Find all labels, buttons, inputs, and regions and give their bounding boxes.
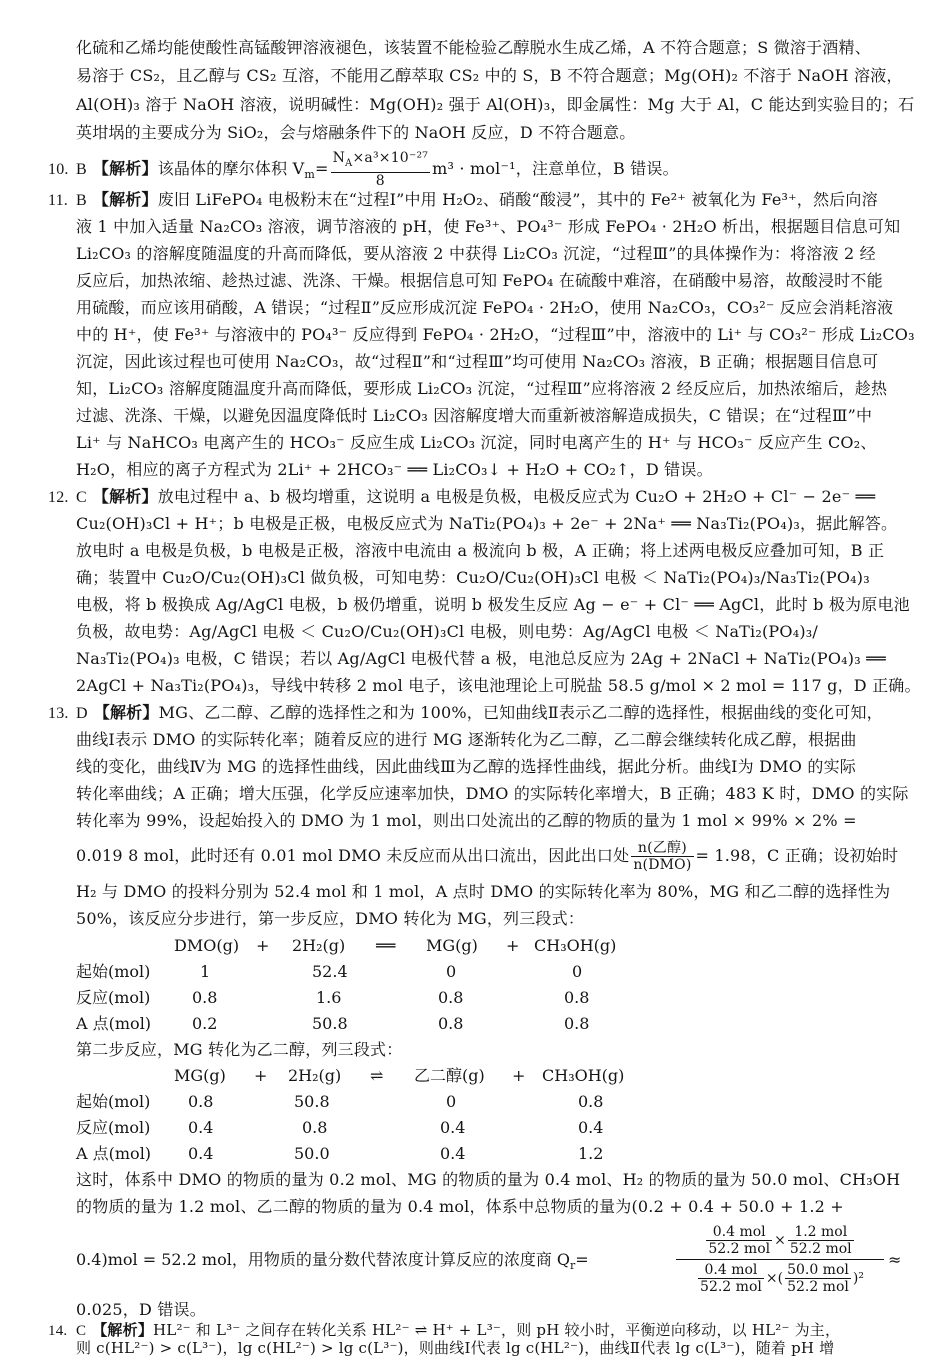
q13-analysis-tag: 【解析】: [93, 703, 159, 722]
q13-qr-top-a-num: 0.4 mol: [706, 1224, 772, 1241]
q13-qr-bot-a-den: 52.2 mol: [700, 1279, 762, 1295]
q13-step2: 第二步反应，MG 转化为乙二醇，列三段式：: [76, 1040, 403, 1059]
table2-cell: 0.8: [188, 1092, 214, 1111]
q13-qr-bot-a-num: 0.4 mol: [698, 1262, 764, 1279]
q13-answer: D: [76, 705, 88, 722]
q12-line-8: 2AgCl + Na₃Ti₂(PO₄)₃，导线中转移 2 mol 电子，该电池理论上可脱盐 58.5 g/mol × 2 mol = 117 g，D 正确。: [76, 676, 921, 695]
table2-row-a: [76, 1142, 696, 1166]
q12-line-1: [48, 485, 910, 510]
q12-line-2: Cu₂(OH)₃Cl + H⁺；b 电极是正极，电极反应式为 NaTi₂(PO₄)₃ + 2e⁻ + 2Na⁺ ══ Na₃Ti₂(PO₄)₃，据此解答。: [76, 514, 898, 533]
q10-sub: m: [304, 168, 315, 182]
q11-answer: B: [76, 192, 87, 209]
table1-cell: 1.6: [316, 988, 342, 1007]
q13-result: 0.025，D 错误。: [76, 1300, 206, 1319]
q13-qr-line: [76, 1224, 910, 1296]
q13-qr-bot-close: )²: [852, 1270, 864, 1287]
table1-header: [76, 934, 696, 958]
q14-answer: C: [76, 1323, 87, 1339]
table2-row-start: [76, 1090, 696, 1114]
q11-number: 11.: [48, 192, 69, 209]
table1-row-a: [76, 1012, 696, 1036]
q12-line-6: 负极，故电势：Ag/AgCl 电极 ＜ Cu₂O/Cu₂(OH)₃Cl 电极，则电势：Ag/AgCl 电极 ＜ NaTi₂(PO₄)₃/: [76, 622, 818, 641]
table1-h-ch3oh: CH₃OH(g): [534, 936, 617, 955]
q14-line-2: 则 c(HL²⁻) > c(L³⁻)，lg c(HL²⁻) > lg c(L³⁻)，则曲线Ⅰ代表 lg c(HL²⁻)，曲线Ⅱ代表 lg c(L³⁻)，随着 pH 增: [76, 1339, 835, 1357]
q9-text-line-4: 英坩埚的主要成分为 SiO₂，会与熔融条件下的 NaOH 反应，D 不符合题意。: [76, 123, 636, 142]
table2-cell: 0.8: [302, 1118, 328, 1137]
q13-qr-sub: r: [570, 1259, 576, 1273]
table2-h-plus2: +: [512, 1066, 526, 1085]
table1-row-label: 起始(mol): [76, 962, 151, 981]
q13-line-4: 转化率曲线；A 正确；增大压强，化学反应速率加快，DMO 的实际转化率增大，B 正确；483 K 时，DMO 的实际: [76, 784, 909, 803]
table1-cell: 50.8: [312, 1014, 348, 1033]
table1-h-eq: ══: [376, 936, 396, 955]
q11-analysis-tag: 【解析】: [92, 190, 158, 209]
table2-cell: 50.8: [294, 1092, 330, 1111]
table1-h-plus2: +: [506, 936, 520, 955]
q13-qr-pre: 0.4)mol = 52.2 mol，用物质的量分数代替浓度计算反应的浓度商 Q: [76, 1250, 571, 1269]
table2-cell: 0.4: [440, 1144, 466, 1163]
q11-line-4: 反应后，加热浓缩、趁热过滤、洗涤、干燥。根据信息可知 FePO₄ 在硫酸中难溶，在硝酸中易溶，故酸浸时不能: [76, 271, 883, 290]
table1-h-dmo: DMO(g): [174, 936, 240, 955]
q11-line-10: Li⁺ 与 NaHCO₃ 电离产生的 HCO₃⁻ 反应生成 Li₂CO₃ 沉淀，同时电离产生的 H⁺ 与 HCO₃⁻ 反应产生 CO₂、: [76, 433, 877, 452]
table1-cell: 1: [200, 962, 211, 981]
q12-line-4: 确；装置中 Cu₂O/Cu₂(OH)₃Cl 做负极，可知电势：Cu₂O/Cu₂(OH)₃Cl 电极 ＜ NaTi₂(PO₄)₃/Na₃Ti₂(PO₄)₃: [76, 568, 870, 587]
q13-qr-bot-b-num: 50.0 mol: [787, 1262, 849, 1278]
q13-line-2: 曲线Ⅰ表示 DMO 的实际转化率；随着反应的进行 MG 逐渐转化为乙二醇，乙二醇会继续转化成乙醇，根据曲: [76, 730, 857, 749]
table2-cell: 1.2: [578, 1144, 604, 1163]
q13-qr-eq: =: [575, 1250, 589, 1269]
q13-number: 13.: [48, 705, 69, 722]
q13-text-1: MG、乙二醇、乙醇的选择性之和为 100%，已知曲线Ⅱ表示乙二醇的选择性，根据曲线的变化可知，: [158, 703, 883, 722]
q13-qr-bot-b-den: 52.2 mol: [787, 1279, 849, 1295]
table1-row-react: [76, 986, 696, 1010]
q11-text-1: 废旧 LiFePO₄ 电极粉末在“过程Ⅰ”中用 H₂O₂、硝酸“酸浸”，其中的 Fe²⁺ 被氧化为 Fe³⁺，然后向溶: [157, 190, 878, 209]
q10-eq: =: [314, 158, 329, 178]
q9-text-line-1: 化硫和乙烯均能使酸性高锰酸钾溶液褪色，该装置不能检验乙醇脱水生成乙烯，A 不符合题意；S 微溶于酒精、: [76, 38, 871, 57]
q13-line-7: H₂ 与 DMO 的投料分别为 52.4 mol 和 1 mol，A 点时 DMO 的实际转化率为 80%，MG 和乙二醇的选择性为: [76, 882, 891, 901]
q13-line-8: 50%，该反应分步进行，第一步反应，DMO 转化为 MG，列三段式：: [76, 909, 585, 928]
q10-block: [48, 150, 910, 189]
table2-h-glycol: 乙二醇(g): [414, 1066, 485, 1085]
q13-ratio-fraction: [631, 840, 693, 873]
table2-cell: 50.0: [294, 1144, 330, 1163]
table2-cell: 0.4: [188, 1118, 214, 1137]
q13-qr-bot-b: [785, 1262, 851, 1295]
table1-cell: 0.8: [438, 1014, 464, 1033]
table1-h-mg: MG(g): [426, 936, 478, 955]
q14-text-1: HL²⁻ 和 L³⁻ 之间存在转化关系 HL²⁻ ⇌ H⁺ + L³⁻，则 pH 较小时，平衡逆向移动，以 HL²⁻ 为主，: [153, 1321, 841, 1339]
q13-qr-pre-wrap: [76, 1248, 589, 1278]
q10-number: 10.: [48, 160, 69, 178]
q10-answer: B: [76, 160, 87, 178]
table2-cell: 0.4: [440, 1118, 466, 1137]
table2-cell: 0: [446, 1092, 457, 1111]
q13-qr-bot-times: ×(: [765, 1270, 784, 1287]
q13-line-6: [76, 836, 910, 876]
q9-text-line-2: 易溶于 CS₂，且乙醇与 CS₂ 互溶，不能用乙醇萃取 CS₂ 中的 S，B 不符合题意；Mg(OH)₂ 不溶于 NaOH 溶液，: [76, 66, 903, 85]
q13-qr-top-times: ×: [774, 1232, 786, 1249]
table1-row-start: [76, 960, 696, 984]
table1-cell: 0.8: [564, 988, 590, 1007]
table1-cell: 0: [446, 962, 457, 981]
table2-header: [76, 1064, 696, 1088]
q13-qr-approx: ≈: [888, 1250, 902, 1269]
table2-cell: 0.8: [578, 1092, 604, 1111]
q13-qr-fraction: [676, 1224, 884, 1295]
table1-cell: 0.8: [192, 988, 218, 1007]
table2-row-label: 反应(mol): [76, 1118, 151, 1137]
table1-cell: 0.8: [564, 1014, 590, 1033]
q13-line6-post: = 1.98，C 正确；设初始时: [695, 846, 899, 865]
q11-line-1: [48, 188, 910, 213]
q10-text-post: m³ · mol⁻¹，注意单位，B 错误。: [432, 158, 679, 178]
q13-line6-pre: 0.019 8 mol，此时还有 0.01 mol DMO 未反应而从出口流出，因此出口处: [76, 846, 630, 865]
q14-analysis-tag: 【解析】: [92, 1321, 154, 1339]
table2-row-label: 起始(mol): [76, 1092, 151, 1111]
q12-line-5: 电极，将 b 极换成 Ag/AgCl 电极，b 极仍增重，说明 b 极发生反应 Ag − e⁻ + Cl⁻ ══ AgCl，此时 b 极为原电池: [76, 595, 910, 614]
q13-line-c1: 这时，体系中 DMO 的物质的量为 0.2 mol、MG 的物质的量为 0.4 mol、H₂ 的物质的量为 50.0 mol、CH₃OH: [76, 1170, 901, 1189]
table1-cell: 0: [572, 962, 583, 981]
table1-row-label: A 点(mol): [76, 1014, 152, 1033]
q13-qr-denominator: [676, 1260, 884, 1295]
q10-frac-num-rest: ×a³×10⁻²⁷: [352, 150, 429, 166]
q13-qr-top-b: [788, 1224, 854, 1257]
q12-line-7: Na₃Ti₂(PO₄)₃ 电极，C 错误；若以 Ag/AgCl 电极代替 a 极，电池总反应为 2Ag + 2NaCl + NaTi₂(PO₄)₃ ══: [76, 649, 886, 668]
q11-line-11: H₂O，相应的离子方程式为 2Li⁺ + 2HCO₃⁻ ══ Li₂CO₃↓ + H₂O + CO₂↑，D 错误。: [76, 460, 713, 479]
q10-fraction: [331, 150, 431, 189]
q12-answer: C: [76, 489, 87, 506]
q13-line-1: [48, 701, 910, 726]
table2-cell: 0.4: [188, 1144, 214, 1163]
q13-line-3: 线的变化，曲线Ⅳ为 MG 的选择性曲线，因此曲线Ⅲ为乙醇的选择性曲线，据此分析。曲线Ⅰ为 DMO 的实际: [76, 757, 856, 776]
q11-line-2: 液 1 中加入适量 Na₂CO₃ 溶液，调节溶液的 pH，使 Fe³⁺、PO₄³⁻ 形成 FePO₄ · 2H₂O 析出，根据题目信息可知: [76, 217, 901, 236]
q10-frac-num-sub: A: [345, 157, 353, 169]
table2-h-h2: 2H₂(g): [288, 1066, 342, 1085]
q14-number: 14.: [48, 1323, 68, 1339]
q11-line-6: 中的 H⁺，使 Fe³⁺ 与溶液中的 PO₄³⁻ 反应得到 FePO₄ · 2H₂O，“过程Ⅲ”中，溶液中的 Li⁺ 与 CO₃²⁻ 形成 Li₂CO₃: [76, 325, 915, 344]
q10-analysis-tag: 【解析】: [92, 158, 158, 178]
q13-qr-top-b-num: 1.2 mol: [788, 1224, 854, 1241]
q12-line-3: 放电时 a 电极是负极，b 电极是正极，溶液中电流由 a 极流向 b 极，A 正确；将上述两电极反应叠加可知，B 正: [76, 541, 885, 560]
table2-h-mg: MG(g): [174, 1066, 226, 1085]
q13-qr-top-b-den: 52.2 mol: [789, 1241, 852, 1257]
q12-analysis-tag: 【解析】: [92, 487, 158, 506]
table2-row-react: [76, 1116, 696, 1140]
table1-cell: 0.2: [192, 1014, 218, 1033]
table1-row-label: 反应(mol): [76, 988, 151, 1007]
table2-h-eq: ⇌: [370, 1066, 384, 1085]
q13-ratio-num: n(乙醇): [631, 840, 693, 857]
q10-frac-num: N: [332, 150, 346, 166]
q12-number: 12.: [48, 489, 69, 506]
table1-h-h2: 2H₂(g): [292, 936, 346, 955]
table2-h-ch3oh: CH₃OH(g): [542, 1066, 625, 1085]
q13-qr-bot-a: [698, 1262, 764, 1295]
table2-cell: 0.4: [578, 1118, 604, 1137]
q12-text-1: 放电过程中 a、b 极均增重，这说明 a 电极是负极，电极反应式为 Cu₂O + 2H₂O + Cl⁻ − 2e⁻ ══: [157, 487, 876, 506]
q13-ratio-den: n(DMO): [633, 857, 692, 873]
q10-text-pre: 该晶体的摩尔体积 V: [157, 158, 305, 178]
q11-line-7: 沉淀，因此该过程也可使用 Na₂CO₃，故“过程Ⅱ”和“过程Ⅲ”均可使用 Na₂CO₃ 溶液，B 正确；根据题目信息可: [76, 352, 879, 371]
q13-line-c2: 的物质的量为 1.2 mol、乙二醇的物质的量为 0.4 mol，体系中总物质的量为(0.2 + 0.4 + 50.0 + 1.2 +: [76, 1197, 844, 1216]
q11-line-5: 用硫酸，而应该用硝酸，A 错误；“过程Ⅱ”反应形成沉淀 FePO₄ · 2H₂O，使用 Na₂CO₃，CO₃²⁻ 反应会消耗溶液: [76, 298, 894, 317]
q10-frac-den: 8: [375, 172, 385, 189]
q13-qr-numerator: [676, 1224, 884, 1260]
table1-cell: 0.8: [438, 988, 464, 1007]
q13-qr-top-a: [706, 1224, 772, 1257]
q11-line-9: 过滤、洗涤、干燥，以避免因温度降低时 Li₂CO₃ 因溶解度增大而重新被溶解造成损失，C 错误；在“过程Ⅲ”中: [76, 406, 873, 425]
table1-cell: 52.4: [312, 962, 348, 981]
q13-qr-top-a-den: 52.2 mol: [708, 1241, 771, 1257]
q11-line-8: 知，Li₂CO₃ 溶解度随温度升高而降低，要形成 Li₂CO₃ 沉淀，“过程Ⅲ”应将溶液 2 经反应后，加热浓缩后，趁热: [76, 379, 888, 398]
table2-h-plus1: +: [254, 1066, 268, 1085]
q13-line-5: 转化率为 99%，设起始投入的 DMO 为 1 mol，则出口处流出的乙醇的物质的量为 1 mol × 99% × 2% =: [76, 811, 857, 830]
q11-line-3: Li₂CO₃ 的溶解度随温度的升高而降低，要从溶液 2 中获得 Li₂CO₃ 沉淀，“过程Ⅲ”的具体操作为：将溶液 2 经: [76, 244, 876, 263]
table2-row-label: A 点(mol): [76, 1144, 152, 1163]
q9-text-line-3: Al(OH)₃ 溶于 NaOH 溶液，说明碱性：Mg(OH)₂ 强于 Al(OH)₃，即金属性：Mg 大于 Al，C 能达到实验目的；石: [76, 95, 915, 114]
table1-h-plus1: +: [256, 936, 270, 955]
